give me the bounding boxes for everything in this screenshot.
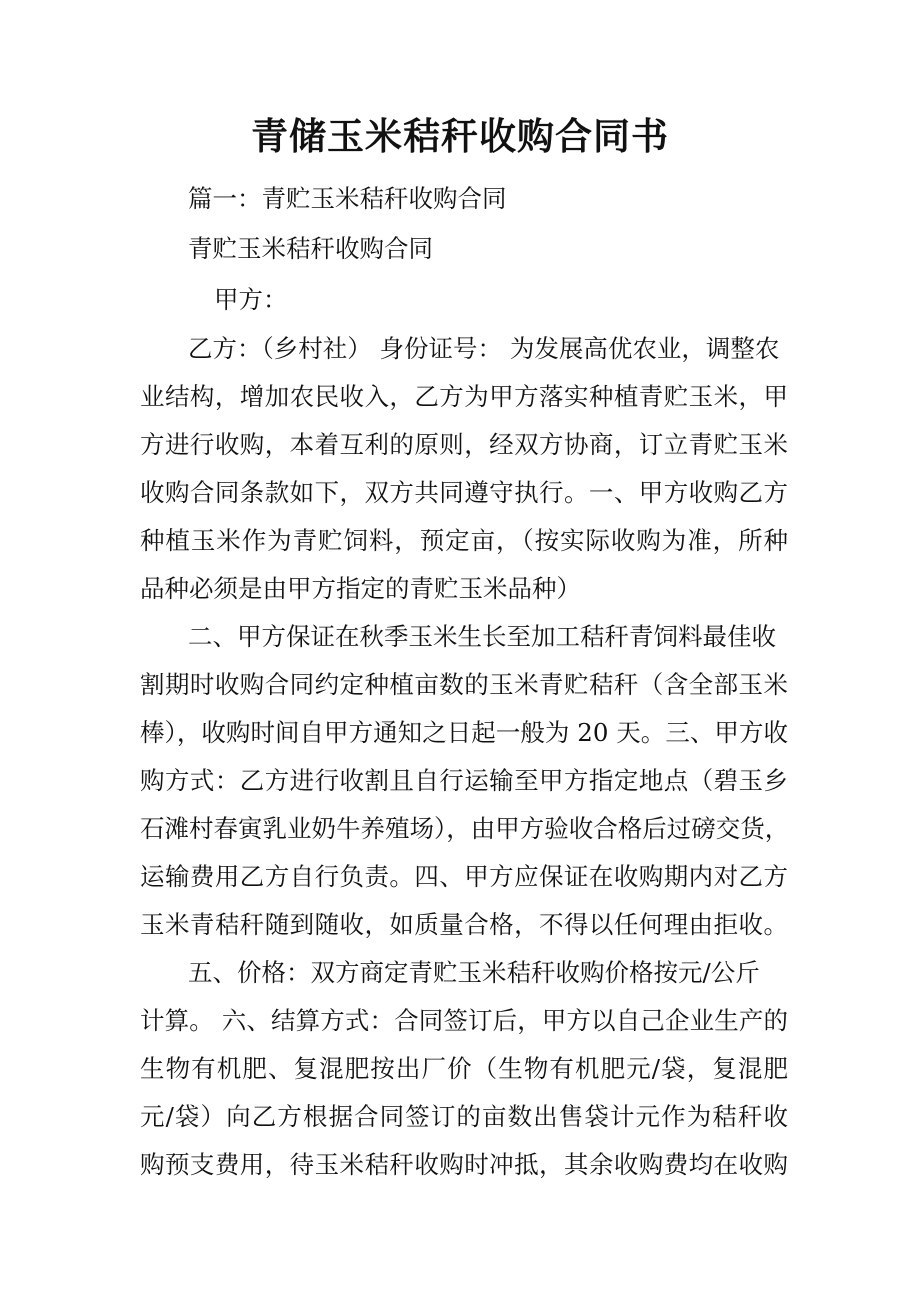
paragraph-line: 品种必须是由甲方指定的青贮玉米品种） (140, 574, 581, 603)
paragraph-line: 乙方：（乡村社） 身份证号： 为发展高优农业，调整农 (188, 334, 780, 363)
contract-heading: 青贮玉米秸秆收购合同 (188, 234, 433, 263)
document-title: 青储玉米秸秆收购合同书 (251, 114, 669, 158)
paragraph-line: 购预支费用，待玉米秸秆收购时冲抵，其余收购费均在收购 (140, 1150, 788, 1179)
paragraph-line: 业结构，增加农民收入，乙方为甲方落实种植青贮玉米，甲 (140, 382, 788, 411)
paragraph-line: 购方式：乙方进行收割且自行运输至甲方指定地点（碧玉乡 (140, 766, 788, 795)
paragraph-line: 割期时收购合同约定种植亩数的玉米青贮秸秆（含全部玉米 (140, 670, 788, 699)
paragraph-line: 二、甲方保证在秋季玉米生长至加工秸秆青饲料最佳收 (188, 622, 776, 651)
paragraph-line: 运输费用乙方自行负责。四、甲方应保证在收购期内对乙方 (140, 862, 788, 891)
paragraph-line: 计算。 六、结算方式：合同签订后，甲方以自己企业生产的 (140, 1006, 788, 1035)
party-a-line: 甲方： (214, 285, 288, 314)
paragraph-line: 方进行收购，本着互利的原则，经双方协商，订立青贮玉米 (140, 430, 788, 459)
paragraph-line: 生物有机肥、复混肥按出厂价（生物有机肥元/袋，复混肥 (140, 1054, 788, 1083)
paragraph-line: 收购合同条款如下，双方共同遵守执行。一、甲方收购乙方 (140, 478, 788, 507)
paragraph-line: 种植玉米作为青贮饲料，预定亩，（按实际收购为准，所种 (140, 526, 788, 555)
paragraph-line: 棒），收购时间自甲方通知之日起一般为 20 天。三、甲方收 (140, 718, 788, 747)
paragraph-line: 五、价格：双方商定青贮玉米秸秆收购价格按元/公斤 (188, 958, 760, 987)
paragraph-line: 石滩村春寅乳业奶牛养殖场），由甲方验收合格后过磅交货， (140, 814, 790, 843)
paragraph-line: 玉米青秸秆随到随收，如质量合格，不得以任何理由拒收。 (140, 910, 788, 939)
paragraph-line: 元/袋）向乙方根据合同签订的亩数出售袋计元作为秸秆收 (140, 1102, 788, 1131)
section-heading: 篇一：青贮玉米秸秆收购合同 (188, 184, 507, 213)
